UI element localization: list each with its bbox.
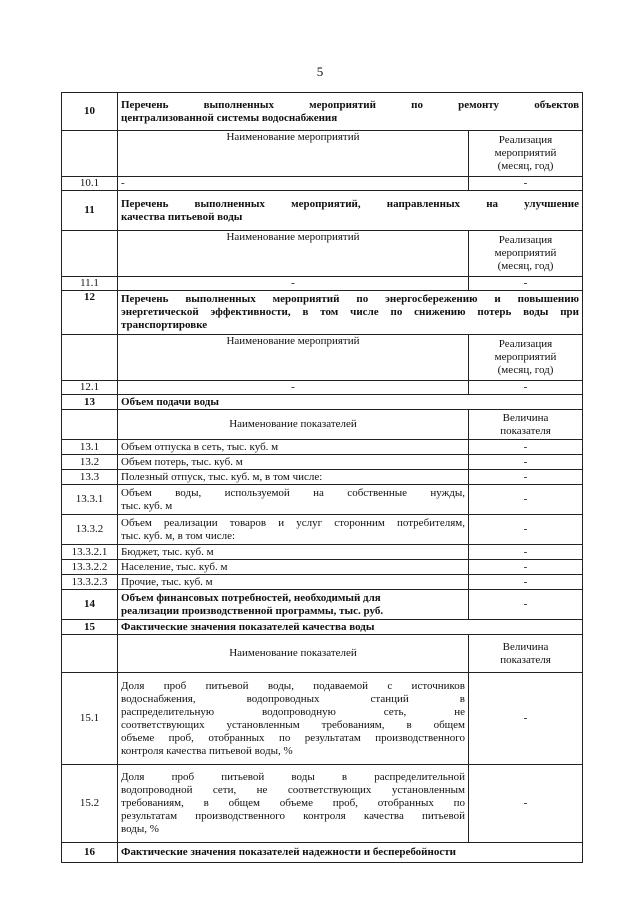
column-header-name: Наименование показателей [118,410,469,440]
program-table [61,92,583,863]
row-name: Объем потерь, тыс. куб. м [118,455,469,470]
row-name: Доля проб питьевой воды, подаваемой с источников водоснабжения, водопроводных станций в распределительную водопроводную сеть, не соответствующих установленным требованиям, в общем объеме проб, отобранных по результатам производственного контроля качества питьевой воды, % [118,673,469,765]
section-12-row [62,291,583,335]
row-name: - [118,381,469,395]
header-row [62,131,583,177]
section-14-row [62,590,583,620]
row-value: - [469,455,583,470]
header-row [62,635,583,673]
section-title: Объем подачи воды [118,395,583,410]
column-header-realization: Реализация мероприятий (месяц, год) [469,335,583,381]
section-title: Фактические значения показателей качества воды [118,620,583,635]
column-header-realization: Реализация мероприятий (месяц, год) [469,131,583,177]
row-value: - [469,575,583,590]
row-value: - [469,560,583,575]
section-10-row [62,93,583,131]
section-number: 15 [62,620,118,635]
row-value: - [469,177,583,191]
header-row [62,410,583,440]
row-number: 13.3.2.2 [62,560,118,575]
table-row [62,765,583,843]
header-row [62,231,583,277]
table-row [62,277,583,291]
row-value: - [469,485,583,515]
table-row [62,381,583,395]
row-value: - [469,673,583,765]
row-name: Полезный отпуск, тыс. куб. м, в том числе: [118,470,469,485]
table-row [62,560,583,575]
row-number: 10.1 [62,177,118,191]
row-value: - [469,765,583,843]
row-name: Доля проб питьевой воды в распределительной водопроводной сети, не соответствующих установленным требованиям, в общем объеме проб, отобранных по результатам производственного контроля качества питьевой воды, % [118,765,469,843]
section-11-row [62,191,583,231]
column-header-name: Наименование показателей [118,635,469,673]
row-name: - [118,177,469,191]
table-row [62,177,583,191]
table-row [62,470,583,485]
row-number: 13.1 [62,440,118,455]
row-number: 13.3.2.3 [62,575,118,590]
column-header-name: Наименование мероприятий [118,131,469,177]
row-value: - [469,277,583,291]
column-header-name: Наименование мероприятий [118,231,469,277]
row-number: 13.3.2 [62,515,118,545]
section-number: 12 [62,291,118,335]
row-number: 15.2 [62,765,118,843]
row-name: Население, тыс. куб. м [118,560,469,575]
row-number: 13.3.2.1 [62,545,118,560]
row-name: Объем реализации товаров и услуг сторонним потребителям, тыс. куб. м, в том числе: [118,515,469,545]
row-number: 12.1 [62,381,118,395]
row-value: - [469,590,583,620]
column-header-value: Величина показателя [469,410,583,440]
section-15-row [62,620,583,635]
table-row [62,485,583,515]
section-number: 16 [62,843,118,863]
section-title: Перечень выполненных мероприятий по ремонту объектов централизованной системы водоснабжения [118,93,583,131]
section-number: 14 [62,590,118,620]
row-value: - [469,470,583,485]
section-number: 13 [62,395,118,410]
row-name: Объем воды, используемой на собственные нужды, тыс. куб. м [118,485,469,515]
table-row [62,515,583,545]
section-16-row [62,843,583,863]
header-row [62,335,583,381]
section-13-row [62,395,583,410]
row-value: - [469,545,583,560]
row-value: - [469,515,583,545]
row-value: - [469,440,583,455]
table-row [62,575,583,590]
row-number: 11.1 [62,277,118,291]
table-row [62,455,583,470]
section-title: Перечень выполненных мероприятий по энергосбережению и повышению энергетической эффективности, в том числе по снижению потерь воды при транспортировке [118,291,583,335]
row-number: 15.1 [62,673,118,765]
row-number: 13.3 [62,470,118,485]
row-name: Объем отпуска в сеть, тыс. куб. м [118,440,469,455]
row-number: 13.2 [62,455,118,470]
section-title: Объем финансовых потребностей, необходимый для реализации производственной программы, тыс. руб. [118,590,469,620]
section-number: 11 [62,191,118,231]
column-header-realization: Реализация мероприятий (месяц, год) [469,231,583,277]
page-number: 5 [316,64,324,79]
table-row [62,673,583,765]
table-row [62,545,583,560]
row-name: Прочие, тыс. куб. м [118,575,469,590]
row-name: Бюджет, тыс. куб. м [118,545,469,560]
row-number: 13.3.1 [62,485,118,515]
section-title: Фактические значения показателей надежности и бесперебойности [118,843,583,863]
section-number: 10 [62,93,118,131]
column-header-name: Наименование мероприятий [118,335,469,381]
row-value: - [469,381,583,395]
column-header-value: Величина показателя [469,635,583,673]
section-title: Перечень выполненных мероприятий, направленных на улучшение качества питьевой воды [118,191,583,231]
table-row [62,440,583,455]
row-name: - [118,277,469,291]
